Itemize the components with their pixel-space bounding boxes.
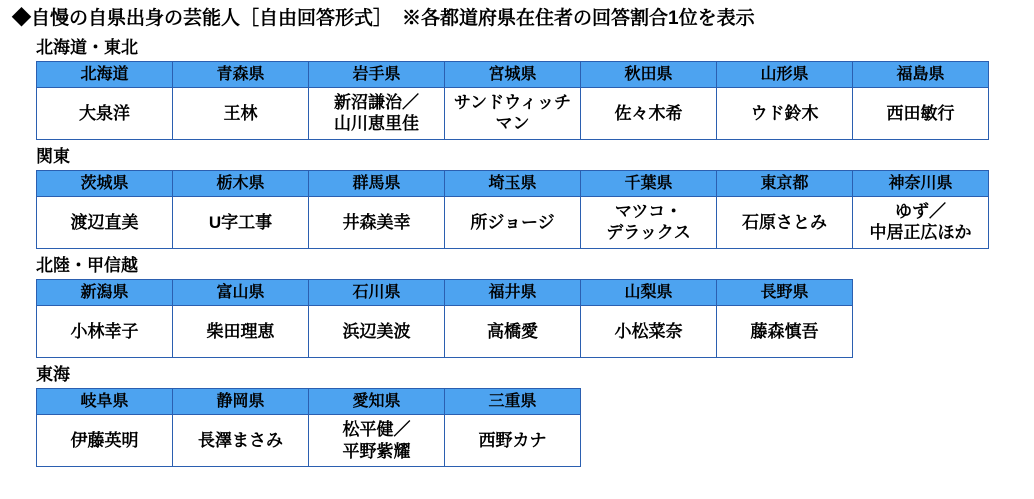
table-cell [309,87,445,139]
column-header: 山形県 [717,61,853,87]
table-cell [445,415,581,467]
table-cell [581,196,717,248]
table-row [37,306,853,358]
table-cell [173,87,309,139]
table-cell [173,415,309,467]
column-header: 三重県 [445,389,581,415]
cell-line: 藤森慎吾 [750,321,819,341]
cell-line: 所ジョージ [470,212,555,232]
column-header: 富山県 [173,280,309,306]
column-header: 福井県 [445,280,581,306]
title-note: ※各都道府県在住者の回答割合1位を表示 [402,8,755,29]
cell-line: 松平健／ [342,420,411,440]
table-header-row [37,170,989,196]
cell-line: デラックス [606,223,691,243]
section-hokkaido-tohoku [10,37,1024,140]
table-cell [853,87,989,139]
cell-line: 小松菜奈 [614,321,683,341]
table-cell [309,306,445,358]
table-cell [445,306,581,358]
table-cell [581,306,717,358]
table-header-row [37,61,989,87]
column-header: 千葉県 [581,170,717,196]
column-header: 埼玉県 [445,170,581,196]
cell-line: 伊藤英明 [70,431,139,451]
table-cell [37,196,173,248]
table-cell [445,87,581,139]
column-header: 北海道 [37,61,173,87]
cell-line: 小林幸子 [70,321,139,341]
column-header: 石川県 [309,280,445,306]
column-header: 神奈川県 [853,170,989,196]
table-cell [445,196,581,248]
column-header: 長野県 [717,280,853,306]
table-cell [173,196,309,248]
column-header: 栃木県 [173,170,309,196]
cell-line: 西田敏行 [886,103,955,123]
table-cell [717,87,853,139]
column-header: 茨城県 [37,170,173,196]
cell-line: 柴田理恵 [206,321,275,341]
table-cell [717,196,853,248]
table-cell [37,306,173,358]
cell-line: ウド鈴木 [750,103,819,123]
cell-line: 中居正広ほか [869,223,972,243]
table-cell [173,306,309,358]
table-header-row [37,280,853,306]
column-header: 愛知県 [309,389,445,415]
cell-line: ゆず／ [895,202,946,222]
section-tokai [10,364,1024,467]
column-header: 青森県 [173,61,309,87]
table-cell [37,87,173,139]
column-header: 新潟県 [37,280,173,306]
section-kanto [10,146,1024,249]
title-text: 自慢の自県出身の芸能人［自由回答形式］ [31,8,393,29]
section-hokuriku-koshinetsu [10,255,1024,358]
cell-line: 王林 [223,103,258,123]
table-header-row [37,389,581,415]
table-cell [853,196,989,248]
table-cell [309,196,445,248]
column-header: 静岡県 [173,389,309,415]
column-header: 群馬県 [309,170,445,196]
section-title: 北陸・甲信越 [36,255,138,275]
table-cell [37,415,173,467]
cell-line: 井森美幸 [342,212,411,232]
table-cell [717,306,853,358]
prefecture-table [36,170,989,249]
cell-line: 浜辺美波 [342,321,411,341]
cell-line: 佐々木希 [614,103,683,123]
cell-line: 長澤まさみ [198,431,283,451]
cell-line: U字工事 [208,212,273,232]
cell-line: 新沼謙治／ [334,93,419,113]
prefecture-table [36,388,581,467]
column-header: 秋田県 [581,61,717,87]
table-row [37,196,989,248]
column-header: 東京都 [717,170,853,196]
table-row [37,87,989,139]
cell-line: 平野紫耀 [342,441,411,461]
title-marker: ◆ [12,8,32,29]
page-title [12,8,1024,31]
cell-line: サンドウィッチ [453,93,572,113]
cell-line: 西野カナ [478,431,547,451]
cell-line: 石原さとみ [742,212,827,232]
cell-line: 渡辺直美 [70,212,139,232]
prefecture-table [36,279,853,358]
table-cell [309,415,445,467]
column-header: 山梨県 [581,280,717,306]
section-title: 関東 [36,146,70,166]
table-row [37,415,581,467]
section-title: 東海 [36,365,70,385]
cell-line: 山川恵里佳 [334,114,419,134]
cell-line: 高橋愛 [487,321,538,341]
column-header: 岐阜県 [37,389,173,415]
table-cell [581,87,717,139]
prefecture-table [36,61,989,140]
column-header: 岩手県 [309,61,445,87]
column-header: 宮城県 [445,61,581,87]
section-title: 北海道・東北 [36,37,138,57]
column-header: 福島県 [853,61,989,87]
cell-line: マツコ・ [614,202,683,222]
cell-line: 大泉洋 [79,103,130,123]
cell-line: マン [495,114,530,134]
